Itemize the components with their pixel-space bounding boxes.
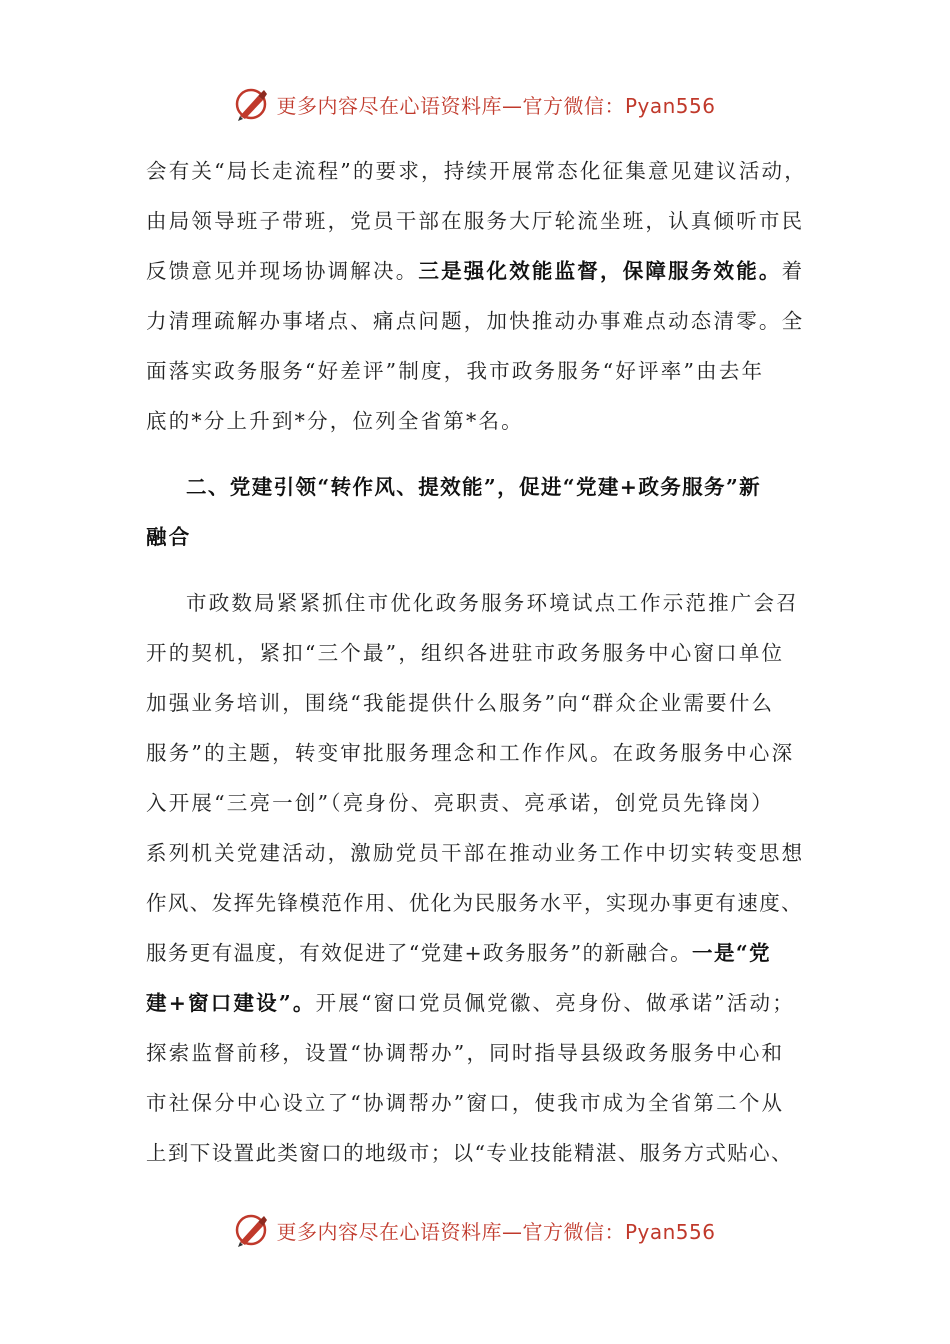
text-line: 市政数局紧紧抓住市优化政务服务环境试点工作示范推广会召 — [186, 591, 799, 615]
section-heading: 二、党建引领“转作风、提效能”，促进“党建+政务服务”新 — [186, 475, 762, 499]
section-heading-continued: 融合 — [146, 525, 192, 549]
header-watermark-text: 更多内容尽在心语资料库—官方微信：Pyan556 — [276, 93, 716, 118]
bold-emphasis: 建+窗口建设”。 — [146, 991, 316, 1015]
footer-banner — [0, 1208, 950, 1252]
text-line: 上到下设置此类窗口的地级市；以“专业技能精湛、服务方式贴心、 — [146, 1141, 793, 1165]
header-banner — [0, 82, 950, 126]
text-line: 开的契机，紧扣“三个最”，组织各进驻市政务服务中心窗口单位 — [146, 641, 785, 665]
text-line: 市社保分中心设立了“协调帮办”窗口，使我市成为全省第二个从 — [146, 1091, 785, 1115]
text-line — [146, 928, 810, 978]
document-body — [146, 146, 810, 1178]
footer-watermark-text: 更多内容尽在心语资料库—官方微信：Pyan556 — [276, 1219, 716, 1244]
text-line: 由局领导班子带班，党员干部在服务大厅轮流坐班，认真倾听市民 — [146, 209, 805, 233]
text-run: 反馈意见并现场协调解决。 — [146, 259, 419, 283]
bold-emphasis: 一是“党 — [692, 941, 771, 965]
text-line: 系列机关党建活动，激励党员干部在推动业务工作中切实转变思想 — [146, 841, 805, 865]
text-line — [146, 246, 810, 296]
text-run: 开展“窗口党员佩党徽、亮身份、做承诺”活动； — [315, 991, 795, 1015]
bold-emphasis: 三是强化效能监督，保障服务效能。 — [418, 259, 782, 283]
text-line: 力清理疏解办事堵点、痛点问题，加快推动办事难点动态清零。全 — [146, 309, 805, 333]
text-run: 着 — [781, 259, 805, 283]
text-line: 底的*分上升到*分，位列全省第*名。 — [146, 409, 524, 433]
text-line — [146, 978, 810, 1028]
text-run: 服务更有温度，有效促进了“党建+政务服务”的新融合。 — [146, 941, 693, 965]
text-line: 面落实政务服务“好差评”制度，我市政务服务“好评率”由去年 — [146, 359, 765, 383]
text-line: 探索监督前移，设置“协调帮办”，同时指导县级政务服务中心和 — [146, 1041, 785, 1065]
text-line: 加强业务培训，围绕“我能提供什么服务”向“群众企业需要什么 — [146, 691, 775, 715]
text-line: 作风、发挥先锋模范作用、优化为民服务水平，实现办事更有速度、 — [146, 891, 803, 915]
text-line: 入开展“三亮一创”（亮身份、亮职责、亮承诺，创党员先锋岗） — [146, 791, 775, 815]
text-line: 会有关“局长走流程”的要求，持续开展常态化征集意见建议活动， — [146, 159, 807, 183]
pen-logo-icon — [234, 1212, 270, 1248]
pen-logo-icon — [234, 86, 270, 122]
text-line: 服务”的主题，转变审批服务理念和工作作风。在政务服务中心深 — [146, 741, 795, 765]
